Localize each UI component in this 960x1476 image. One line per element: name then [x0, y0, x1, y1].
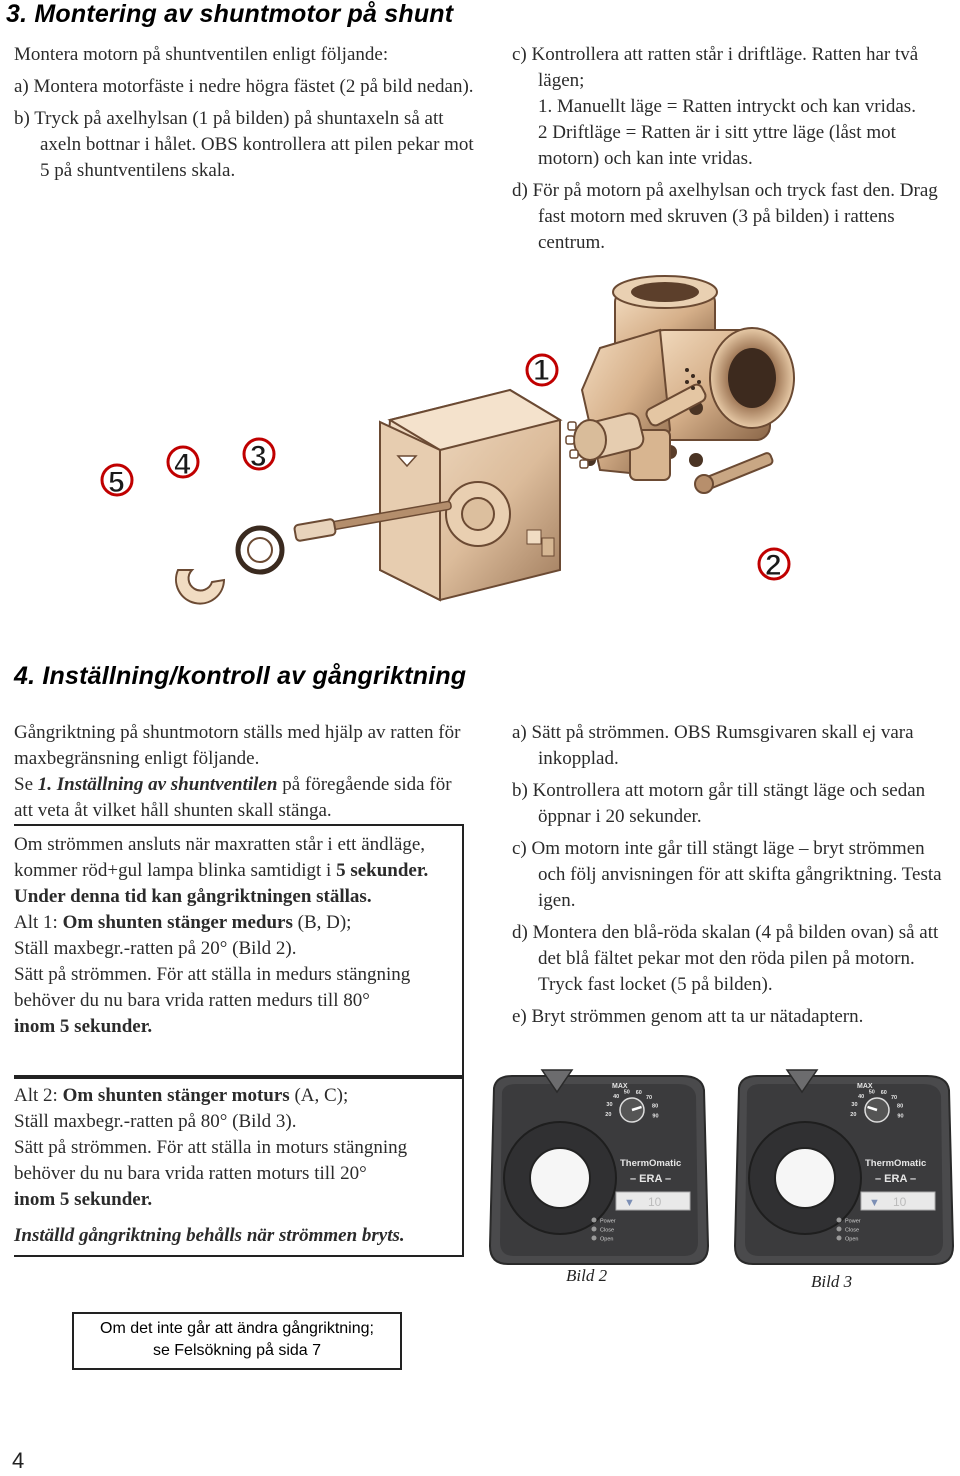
section4-intro-block	[14, 720, 464, 824]
callout-1: 1	[533, 354, 550, 387]
cover	[176, 570, 224, 604]
device-2-scale-tick: 40	[858, 1093, 865, 1100]
device-2-led	[837, 1236, 842, 1241]
callout-2: 2	[765, 549, 782, 582]
alt2-line2: Ställ maxbegr.-ratten på 80° (Bild 3).	[14, 1111, 297, 1132]
alt2-post: (A, C);	[289, 1085, 349, 1106]
section4-step-e: e) Bryt strömmen genom att ta ur nätadaptern.	[512, 1006, 864, 1027]
section3-right-column	[512, 42, 952, 256]
device-2-scale-tick: 90	[897, 1113, 904, 1120]
note-line2: se Felsökning på sida 7	[152, 1342, 322, 1359]
device-1-scale-tick: 30	[606, 1102, 613, 1109]
device-1-led	[592, 1236, 597, 1241]
callout-5: 5	[108, 466, 125, 499]
device-2-brand-label: ThermOmatic	[865, 1158, 927, 1169]
note-line1: Om det inte går att ändra gångriktning;	[100, 1320, 374, 1337]
section4-intro: Gångriktning på shuntmotorn ställs med hjälp av ratten för maxbegränsning enligt följande.	[14, 722, 461, 769]
device-2-model-label: – ERA –	[875, 1173, 917, 1185]
section4-ref-pre: Se	[14, 774, 38, 795]
device-2-scale-tick: 50	[868, 1089, 875, 1096]
alt1-post: (B, D);	[292, 912, 352, 933]
device-1-model-label: – ERA –	[630, 1173, 672, 1185]
motor-body	[380, 390, 560, 600]
device-1-led-label: Close	[600, 1227, 615, 1234]
device-1-led	[592, 1227, 597, 1232]
device-1-logo-icon: ▼	[624, 1197, 635, 1209]
section3-step-b: b) Tryck på axelhylsan (1 på bilden) på shuntaxeln så att axeln bottnar i hålet. OBS kontrollera att pilen pekar mot 5 på shuntventilens skala.	[14, 108, 474, 181]
device-1-shaft-hole	[530, 1148, 590, 1208]
box1-a: Om strömmen ansluts när maxratten står i ett ändläge, kommer röd+gul lampa blinka samtidigt i	[14, 834, 426, 881]
section4-ref-post: på föregående sida för att veta åt vilket håll shunten skall stänga.	[14, 774, 452, 821]
section3-step-a: a) Montera motorfäste i nedre högra fästet (2 på bild nedan).	[14, 76, 474, 97]
section4-ref-link: 1. Inställning av shuntventilen	[37, 774, 278, 795]
retained-note: Inställd gångriktning behålls när strömmen bryts.	[14, 1225, 405, 1246]
alt1-line4: inom 5 sekunder.	[14, 1016, 153, 1037]
device-2-led-label: Power	[845, 1218, 861, 1225]
device-1-scale-tick: 20	[605, 1112, 612, 1119]
box1-b: 5 sekunder. Under denna tid kan gångriktningen ställas.	[14, 860, 429, 907]
alt1-bold: Om shunten stänger medurs	[62, 912, 293, 933]
device-2-scale-tick: 30	[851, 1102, 858, 1109]
device-2-scale-tick: 70	[890, 1094, 898, 1101]
caption-bild3: Bild 3	[811, 1272, 853, 1291]
bracket-screw	[695, 452, 774, 493]
device-1-led-label: Open	[600, 1236, 614, 1243]
device-2-display-value: 10	[893, 1195, 907, 1209]
alt2-pre: Alt 2:	[14, 1085, 63, 1106]
section3-step-c1: 1. Manuellt läge = Ratten intryckt och kan vridas.	[538, 96, 916, 117]
device-1-scale-tick: 40	[613, 1093, 620, 1100]
device-2-led	[837, 1218, 842, 1223]
section3-left-column	[14, 42, 484, 190]
device-1-led	[592, 1218, 597, 1223]
device-2-scale-tick: 80	[897, 1103, 904, 1110]
section3-step-d: d) För på motorn på axelhylsan och tryck fast den. Drag fast motorn med skruven (3 på bilden) i rattens centrum.	[512, 180, 938, 253]
device-2-led-label: Open	[845, 1236, 859, 1243]
device-2-led	[837, 1227, 842, 1232]
alt2-bold: Om shunten stänger moturs	[62, 1085, 290, 1106]
device-2-logo-icon: ▼	[869, 1197, 880, 1209]
device-1-max-label: MAX	[612, 1083, 628, 1090]
scale-ring	[238, 528, 282, 572]
device-1-led-label: Power	[600, 1218, 616, 1225]
alt1-pre: Alt 1:	[14, 912, 63, 933]
section4-steps	[512, 720, 956, 1036]
device-1-scale-tick: 90	[652, 1113, 659, 1120]
device-bild3	[735, 1070, 953, 1264]
alt1-line3: Sätt på strömmen. För att ställa in medurs stängning behöver du nu bara vrida ratten medurs till 80°	[14, 964, 411, 1011]
troubleshoot-note	[72, 1312, 402, 1370]
callout-4: 4	[174, 448, 191, 481]
device-bild2	[490, 1070, 708, 1264]
callout-3: 3	[250, 440, 267, 473]
device-1-brand-label: ThermOmatic	[620, 1158, 682, 1169]
section4-step-d: d) Montera den blå-röda skalan (4 på bilden ovan) så att det blå fältet pekar mot den röda pilen på motorn. Tryck fast locket (5 på bilden).	[512, 922, 939, 995]
device-1-scale-tick: 60	[635, 1089, 642, 1096]
device-2-scale-tick: 60	[880, 1089, 887, 1096]
assembly-illustration	[90, 270, 810, 615]
device-1-display-value: 10	[648, 1195, 662, 1209]
device-pictures	[482, 1066, 960, 1276]
device-2-shaft-hole	[775, 1148, 835, 1208]
caption-bild2: Bild 2	[566, 1266, 608, 1285]
direction-box	[14, 824, 464, 1077]
section3-title: 3. Montering av shuntmotor på shunt	[6, 0, 454, 28]
section3-step-c2: 2 Driftläge = Ratten är i sitt yttre läge (låst mot motorn) och kan inte vridas.	[538, 122, 896, 169]
section4-step-c: c) Om motorn inte går till stängt läge – bryt strömmen och följ anvisningen för att skifta gångriktning. Testa igen.	[512, 838, 942, 911]
device-1-scale-tick: 50	[623, 1089, 630, 1096]
device-1-scale-tick: 70	[645, 1094, 653, 1101]
alt2-line3: Sätt på strömmen. För att ställa in moturs stängning behöver du nu bara vrida ratten moturs till 20°	[14, 1137, 408, 1184]
device-svg	[482, 1066, 960, 1276]
section3-intro: Montera motorn på shuntventilen enligt följande:	[14, 44, 389, 65]
page-number: 4	[12, 1448, 25, 1473]
section3-step-c: c) Kontrollera att ratten står i driftläge. Ratten har två lägen;	[512, 44, 919, 91]
section4-title: 4. Inställning/kontroll av gångriktning	[14, 662, 467, 690]
section4-step-b: b) Kontrollera att motorn går till stängt läge och sedan öppnar i 20 sekunder.	[512, 780, 926, 827]
device-1-scale-tick: 80	[652, 1103, 659, 1110]
direction-box-2	[14, 1077, 464, 1257]
device-2-led-label: Close	[845, 1227, 860, 1234]
section4-step-a: a) Sätt på strömmen. OBS Rumsgivaren skall ej vara inkopplad.	[512, 722, 914, 769]
device-2-scale-tick: 20	[850, 1112, 857, 1119]
alt2-line4: inom 5 sekunder.	[14, 1189, 153, 1210]
alt1-line2: Ställ maxbegr.-ratten på 20° (Bild 2).	[14, 938, 297, 959]
device-2-max-label: MAX	[857, 1083, 873, 1090]
